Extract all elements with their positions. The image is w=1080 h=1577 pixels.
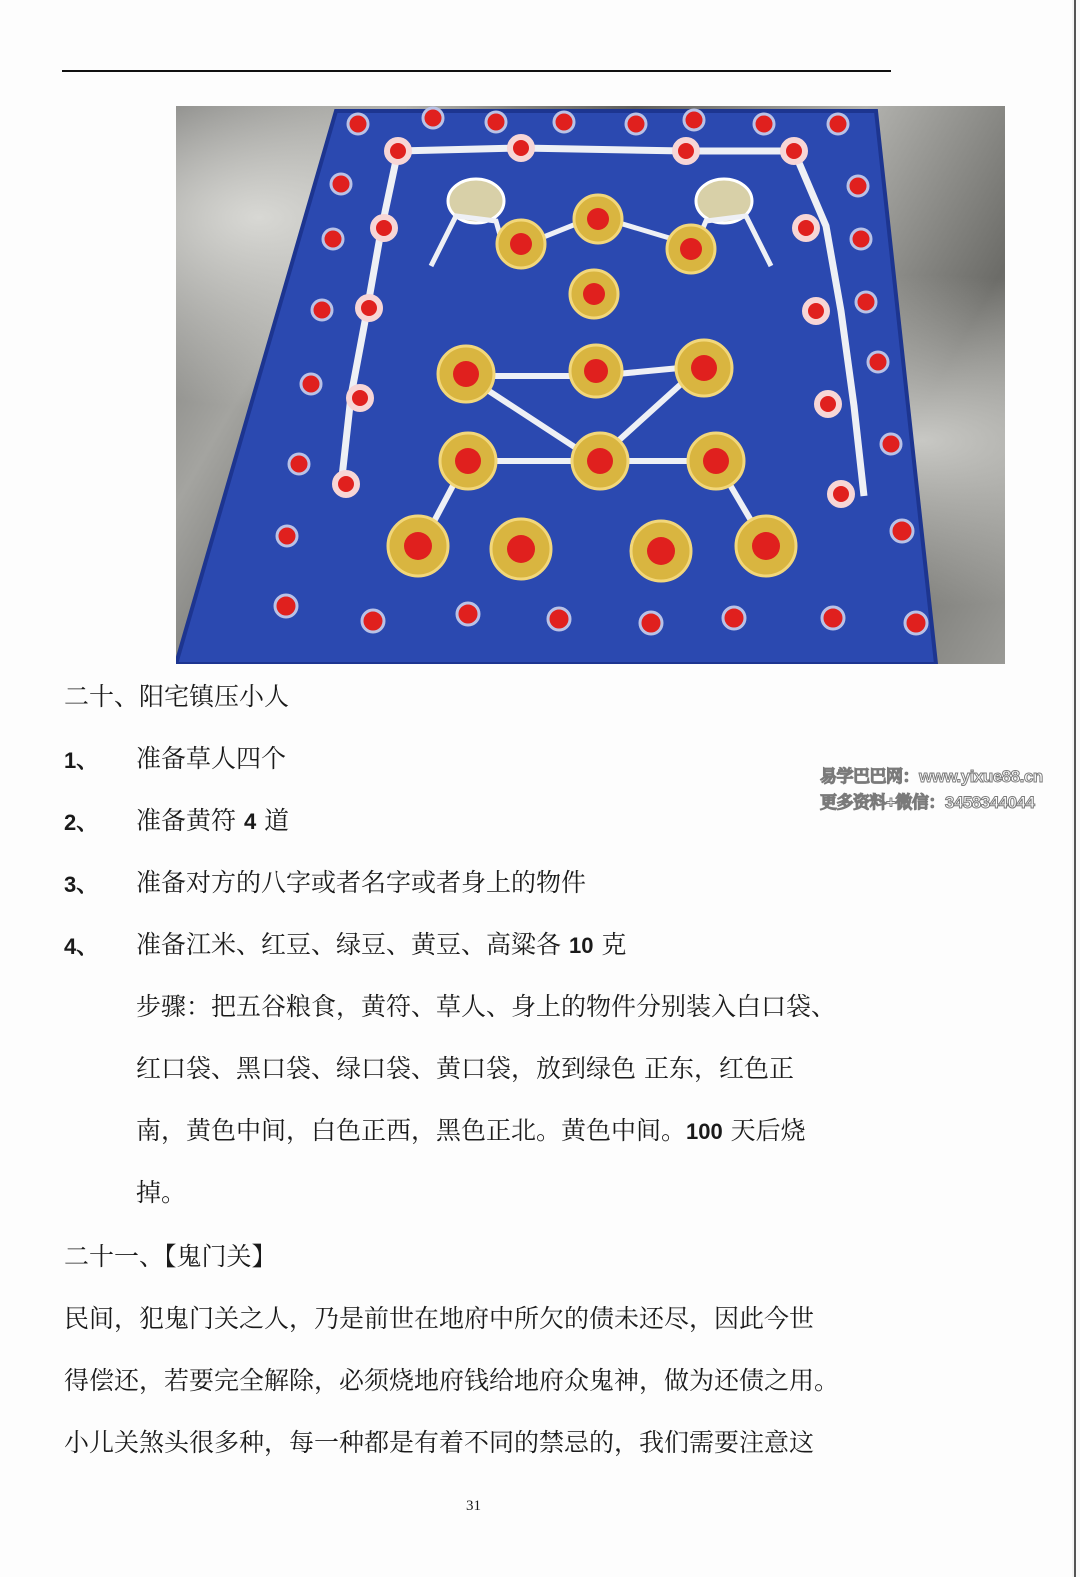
list-number-2: 2、 bbox=[64, 810, 99, 835]
watermark-contact: 更多资料+微信：3458344044 bbox=[820, 793, 1035, 812]
paragraph-line-1: 民间，犯鬼门关之人，乃是前世在地府中所欠的债未还尽，因此今世 bbox=[64, 1304, 815, 1333]
list-item-2: 准备黄符 4 道 bbox=[136, 806, 290, 835]
page-number: 31 bbox=[466, 1498, 481, 1514]
altar-photo bbox=[176, 106, 1005, 664]
list-item-3: 准备对方的八字或者名字或者身上的物件 bbox=[136, 868, 587, 897]
steps-line-1: 步骤：把五谷粮食，黄符、草人、身上的物件分别装入白口袋、 bbox=[136, 992, 837, 1021]
list-item-4: 准备江米、红豆、绿豆、黄豆、高粱各 10 克 bbox=[136, 930, 627, 959]
paragraph-line-3: 小儿关煞头很多种，每一种都是有着不同的禁忌的，我们需要注意这 bbox=[64, 1428, 815, 1457]
steps-line-4: 掉。 bbox=[136, 1178, 187, 1207]
list-number-4: 4、 bbox=[64, 934, 99, 959]
page-edge bbox=[1072, 0, 1080, 1577]
list-item-1: 准备草人四个 bbox=[136, 744, 287, 773]
section-21-title: 二十一、【鬼门关】 bbox=[64, 1242, 277, 1271]
altar-illustration bbox=[176, 106, 1005, 664]
list-number-1: 1、 bbox=[64, 748, 99, 773]
watermark-site: 易学巴巴网：www.yixue88.cn bbox=[820, 767, 1043, 786]
list-number-3: 3、 bbox=[64, 872, 99, 897]
paragraph-line-2: 得偿还，若要完全解除，必须烧地府钱给地府众鬼神，做为还债之用。 bbox=[64, 1366, 840, 1395]
steps-line-2: 红口袋、黑口袋、绿口袋、黄口袋，放到绿色 正东，红色正 bbox=[136, 1054, 794, 1083]
section-20-title: 二十、阳宅镇压小人 bbox=[64, 682, 290, 711]
steps-line-3: 南，黄色中间，白色正西，黑色正北。黄色中间。100 天后烧 bbox=[136, 1116, 806, 1145]
header-rule bbox=[62, 70, 891, 72]
